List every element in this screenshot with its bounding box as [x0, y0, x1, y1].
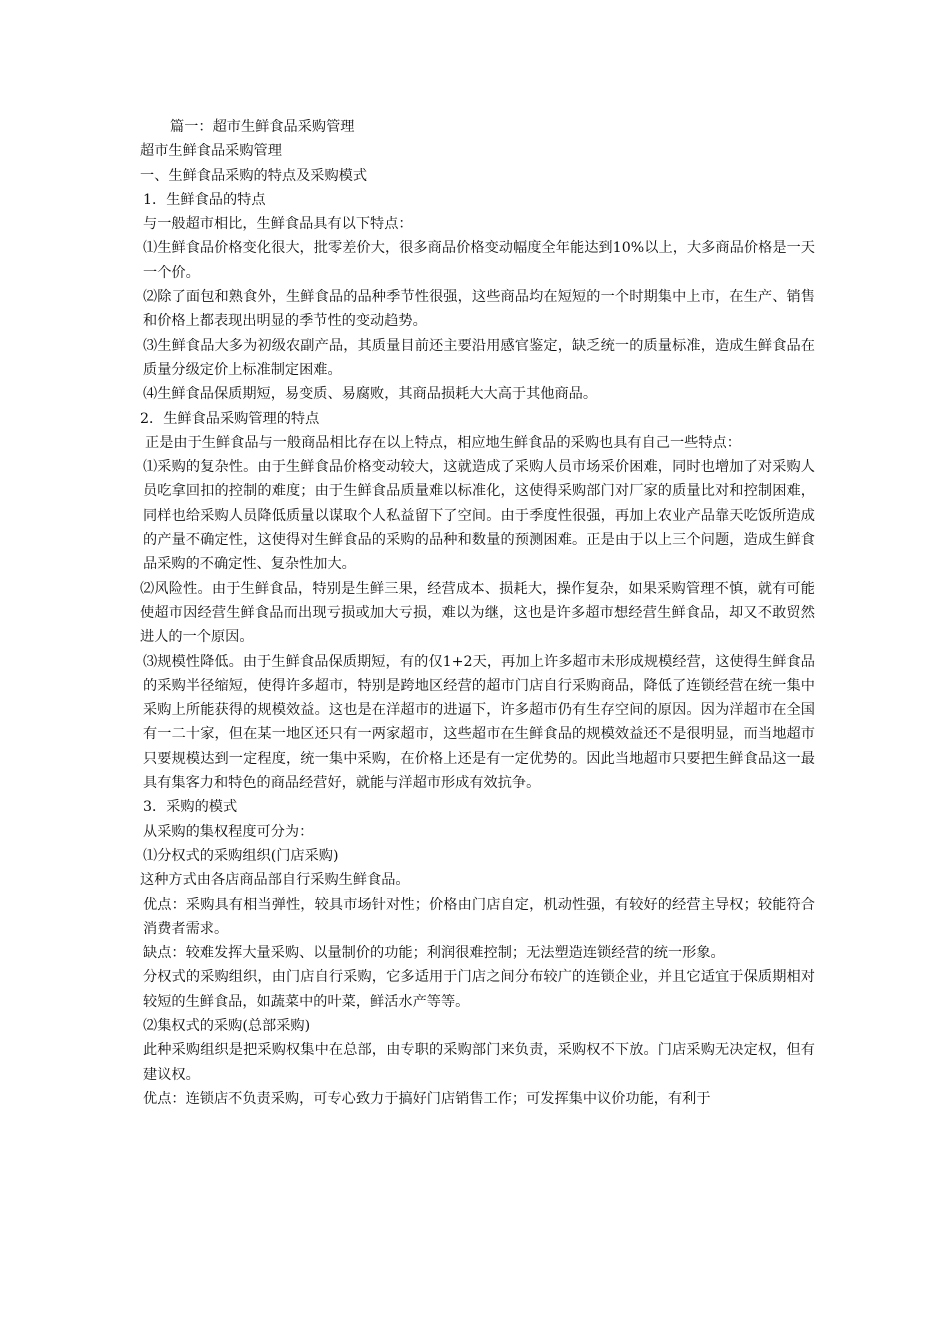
list-item: ⑴生鲜食品价格变化很大，批零差价大，很多商品价格变动幅度全年能达到10%以上，大多商品价格是一天一个价。 [143, 240, 815, 281]
paragraph: 分权式的采购组织，由门店自行采购，它多适用于门店之间分布较广的连锁企业，并且它适宜于保质期相对较短的生鲜食品，如蔬菜中的叶菜，鲜活水产等等。 [143, 969, 815, 1010]
list-item: ⑴分权式的采购组织(门店采购) [143, 847, 339, 864]
list-item: ⑶生鲜食品大多为初级农副产品，其质量目前还主要沿用感官鉴定，缺乏统一的质量标准，造成生鲜食品在质量分级定价上标准制定困难。 [143, 337, 815, 378]
subsection-heading: 1．生鲜食品的特点 [143, 191, 266, 208]
document-page [140, 115, 815, 1111]
list-item: ⑷生鲜食品保质期短，易变质、易腐败，其商品损耗大大高于其他商品。 [143, 386, 598, 403]
paragraph: 正是由于生鲜食品与一般商品相比存在以上特点，相应地生鲜食品的采购也具有自己一些特点： [145, 434, 741, 451]
paragraph: 缺点：较难发挥大量采购、以量制价的功能；利润很难控制；无法塑造连锁经营的统一形象。 [143, 945, 725, 962]
paragraph: 这种方式由各店商品部自行采购生鲜食品。 [140, 872, 410, 889]
list-item: ⑵集权式的采购(总部采购) [143, 1017, 311, 1034]
paragraph: 与一般超市相比，生鲜食品具有以下特点： [143, 216, 413, 233]
subsection-heading: 3．采购的模式 [143, 799, 238, 816]
list-item: ⑵风险性。由于生鲜食品，特别是生鲜三果，经营成本、损耗大，操作复杂，如果采购管理不慎，就有可能使超市因经营生鲜食品而出现亏损或加大亏损，难以为继，这也是许多超市想经营生鲜食品，却又不敢贸然进人的一个原因。 [140, 580, 815, 646]
list-item: ⑶规模性降低。由于生鲜食品保质期短，有的仅1+2天，再加上许多超市未形成规模经营，这使得生鲜食品的采购半径缩短，使得许多超市，特别是跨地区经营的超市门店自行采购商品，降低了连锁经营在统一集中采购上所能获得的规模效益。这也是在洋超市的进逼下，许多超市仍有生存空间的原因。因为洋超市在全国有一二十家，但在某一地区还只有一两家超市，这些超市在生鲜食品的规模效益还不是很明显，而当地超市只要规模达到一定程度，统一集中采购，在价格上还是有一定优势的。因此当地超市只要把生鲜食品这一最具有集客力和特色的商品经营好，就能与洋超市形成有效抗争。 [143, 653, 815, 792]
paragraph: 从采购的集权程度可分为： [143, 823, 314, 840]
doc-subtitle: 超市生鲜食品采购管理 [140, 143, 282, 160]
list-item: ⑵除了面包和熟食外，生鲜食品的品种季节性很强，这些商品均在短短的一个时期集中上市，在生产、销售和价格上都表现出明显的季节性的变动趋势。 [143, 289, 815, 330]
section-heading: 一、生鲜食品采购的特点及采购模式 [140, 167, 368, 184]
subsection-heading: 2．生鲜食品采购管理的特点 [140, 410, 320, 427]
paragraph: 优点：采购具有相当弹性，较具市场针对性；价格由门店自定，机动性强，有较好的经营主导权；较能符合消费者需求。 [143, 896, 815, 937]
doc-title: 篇一：超市生鲜食品采购管理 [170, 119, 355, 135]
list-item: ⑴采购的复杂性。由于生鲜食品价格变动较大，这就造成了采购人员市场采价困难，同时也增加了对采购人员吃拿回扣的控制的难度；由于生鲜食品质量难以标准化，这使得采购部门对厂家的质量比对和控制困难，同样也给采购人员降低质量以谋取个人私益留下了空间。由于季度性很强，再加上农业产品靠天吃饭所造成的产量不确定性，这使得对生鲜食品的采购的品种和数量的预测困难。正是由于以上三个问题，造成生鲜食品采购的不确定性、复杂性加大。 [143, 459, 815, 573]
paragraph: 此种采购组织是把采购权集中在总部，由专职的采购部门来负责，采购权不下放。门店采购无决定权，但有建议权。 [143, 1042, 815, 1083]
paragraph: 优点：连锁店不负责采购，可专心致力于搞好门店销售工作；可发挥集中议价功能，有利于 [143, 1090, 711, 1107]
